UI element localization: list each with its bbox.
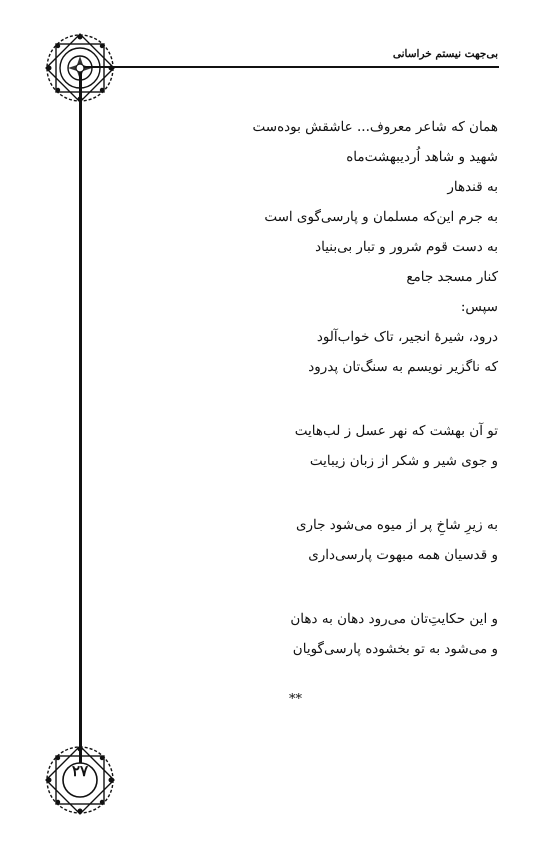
poem-line: کنار مسجد جامع [406,269,498,285]
poem-line: به دست قوم شرور و تبار بی‌بنیاد [315,239,498,255]
page-number: ۲۷ [71,762,89,780]
poem-line: و می‌شود به تو بخشوده پارسی‌گویان [292,641,498,657]
poem-line: و قدسیان همه مبهوت پارسی‌داری [308,547,498,563]
poem-line: درود، شیرهٔ انجیر، تاک خواب‌آلود [316,329,498,345]
section-end-mark: ** [289,692,302,707]
poem-line: به زیرِ شاخِ پر از میوه می‌شود جاری [295,517,498,533]
stanza [138,416,498,476]
stanza [138,112,498,382]
running-header-title: بی‌جهت نیستم خراسانی [392,48,498,60]
poem-line: همان که شاعر معروف... عاشقش بوده‌ست [252,119,498,135]
poem-line: به قندهار [447,179,498,195]
poem-line: و جوی شیر و شکر از زبان زیبایت [309,453,498,469]
stanza [138,510,498,570]
poem-line: که ناگزیر نویسم به سنگ‌تان پدرود [308,359,498,375]
page-number-rosette-icon [44,744,116,816]
stanza [138,604,498,664]
poem-line: به جرم این‌که مسلمان و پارسی‌گوی است [264,209,498,225]
poem-line: شهید و شاهد اُردیبهشت‌ماه [346,149,498,165]
rosette-ornament-icon [44,32,116,104]
poem-line: سپس: [460,299,498,315]
header-rule [79,66,499,68]
poem-body [138,112,498,714]
poem-line: تو آن بهشت که نهر عسل ز لب‌هایت [294,423,498,439]
poem-line: و این حکایتِ‌تان می‌رود دهان به دهان [290,611,498,627]
margin-rule [79,70,82,780]
